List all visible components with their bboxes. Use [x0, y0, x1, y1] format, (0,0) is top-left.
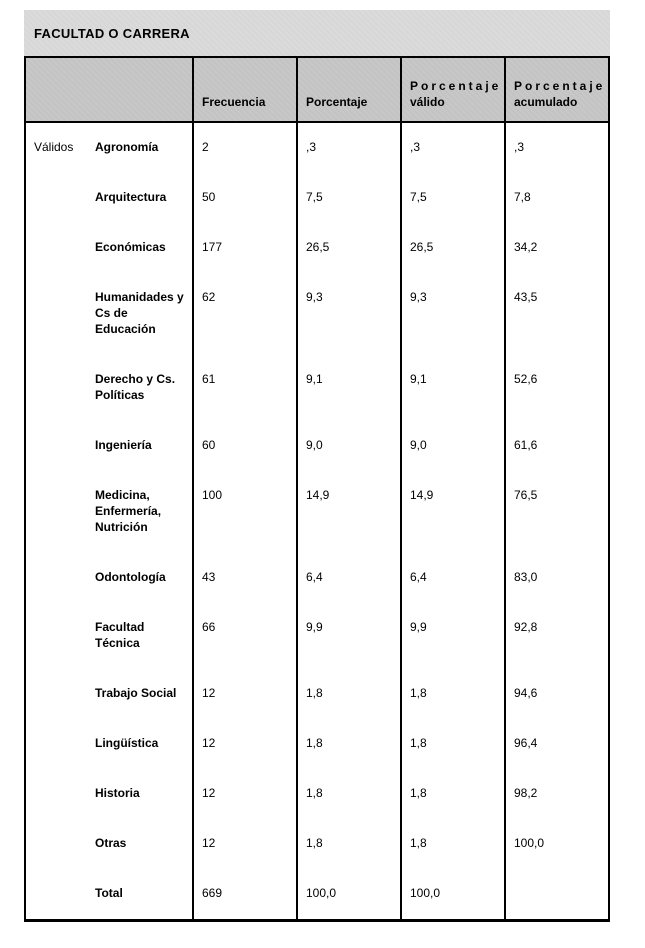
row-category: Medicina, Enfermería, Nutrición [95, 488, 162, 534]
header-frecuencia [193, 57, 297, 122]
row-category: Lingüística [95, 736, 159, 750]
group-label-validos: Válidos [34, 140, 74, 154]
table-row [25, 471, 609, 553]
cell-porcentaje-acumulado: 7,8 [505, 173, 609, 223]
cell-porcentaje-valido: ,3 [401, 122, 505, 173]
table-row [25, 719, 609, 769]
cell-porcentaje-valido: 7,5 [401, 173, 505, 223]
cell-porcentaje: 1,8 [297, 719, 401, 769]
header-row [25, 57, 609, 122]
cell-porcentaje-acumulado: 43,5 [505, 273, 609, 355]
cell-porcentaje-acumulado: ,3 [505, 122, 609, 173]
row-category: Derecho y Cs. Políticas [95, 372, 176, 402]
table-row [25, 669, 609, 719]
cell-porcentaje-acumulado: 52,6 [505, 355, 609, 421]
cell-porcentaje-valido: 9,9 [401, 603, 505, 669]
cell-porcentaje-valido: 9,3 [401, 273, 505, 355]
cell-porcentaje-acumulado: 83,0 [505, 553, 609, 603]
header-porcentaje-valido [401, 57, 505, 122]
cell-porcentaje: 9,0 [297, 421, 401, 471]
cell-porcentaje: ,3 [297, 122, 401, 173]
row-category: Total [95, 886, 123, 900]
table-row [25, 355, 609, 421]
cell-porcentaje-acumulado: 76,5 [505, 471, 609, 553]
header-label-line1: Porcentaje [514, 79, 606, 93]
cell-frecuencia: 12 [193, 669, 297, 719]
row-category: Arquitectura [95, 190, 167, 204]
header-label-line2: válido [410, 95, 445, 109]
cell-porcentaje-valido: 100,0 [401, 869, 505, 921]
cell-porcentaje: 1,8 [297, 769, 401, 819]
cell-frecuencia: 100 [193, 471, 297, 553]
cell-frecuencia: 50 [193, 173, 297, 223]
row-category: Económicas [95, 240, 166, 254]
cell-porcentaje-valido: 1,8 [401, 669, 505, 719]
cell-frecuencia: 669 [193, 869, 297, 921]
cell-porcentaje: 6,4 [297, 553, 401, 603]
table-row [25, 819, 609, 869]
cell-porcentaje-acumulado [505, 869, 609, 921]
cell-frecuencia: 43 [193, 553, 297, 603]
cell-frecuencia: 62 [193, 273, 297, 355]
table-row [25, 603, 609, 669]
cell-porcentaje-valido: 6,4 [401, 553, 505, 603]
cell-porcentaje-valido: 1,8 [401, 819, 505, 869]
row-category: Humanidades y Cs de Educación [95, 290, 184, 336]
cell-porcentaje-acumulado: 34,2 [505, 223, 609, 273]
row-category: Trabajo Social [95, 686, 177, 700]
header-porcentaje-acumulado [505, 57, 609, 122]
table-row [25, 553, 609, 603]
cell-frecuencia: 12 [193, 819, 297, 869]
cell-porcentaje: 7,5 [297, 173, 401, 223]
header-label-line2: acumulado [514, 95, 578, 109]
cell-frecuencia: 61 [193, 355, 297, 421]
header-blank-cell [25, 57, 193, 122]
row-category: Odontología [95, 570, 166, 584]
cell-porcentaje-valido: 9,1 [401, 355, 505, 421]
frequency-table-block [24, 10, 610, 922]
cell-porcentaje: 1,8 [297, 819, 401, 869]
row-category: Ingeniería [95, 438, 152, 452]
table-row-total [25, 869, 609, 921]
cell-porcentaje-acumulado: 92,8 [505, 603, 609, 669]
cell-porcentaje-valido: 9,0 [401, 421, 505, 471]
table-row [25, 223, 609, 273]
cell-porcentaje: 9,1 [297, 355, 401, 421]
cell-porcentaje-valido: 1,8 [401, 719, 505, 769]
cell-frecuencia: 2 [193, 122, 297, 173]
table-row [25, 273, 609, 355]
header-porcentaje [297, 57, 401, 122]
row-category: Facultad Técnica [95, 620, 145, 650]
header-label-line1: Porcentaje [410, 79, 502, 93]
cell-frecuencia: 66 [193, 603, 297, 669]
table-row [25, 421, 609, 471]
cell-porcentaje: 9,3 [297, 273, 401, 355]
cell-porcentaje-valido: 26,5 [401, 223, 505, 273]
header-label: Porcentaje [306, 95, 368, 109]
cell-porcentaje-acumulado: 61,6 [505, 421, 609, 471]
cell-porcentaje: 14,9 [297, 471, 401, 553]
cell-porcentaje: 100,0 [297, 869, 401, 921]
cell-frecuencia: 177 [193, 223, 297, 273]
table-title: FACULTAD O CARRERA [34, 25, 190, 41]
row-category: Historia [95, 786, 140, 800]
cell-frecuencia: 12 [193, 769, 297, 819]
cell-porcentaje-acumulado: 98,2 [505, 769, 609, 819]
cell-porcentaje: 9,9 [297, 603, 401, 669]
table-row [25, 122, 609, 173]
cell-porcentaje: 26,5 [297, 223, 401, 273]
cell-porcentaje-acumulado: 96,4 [505, 719, 609, 769]
frequency-table [24, 56, 610, 922]
table-row [25, 173, 609, 223]
cell-porcentaje-valido: 1,8 [401, 769, 505, 819]
table-title-bar [24, 10, 610, 56]
cell-porcentaje-acumulado: 94,6 [505, 669, 609, 719]
cell-frecuencia: 12 [193, 719, 297, 769]
cell-frecuencia: 60 [193, 421, 297, 471]
header-label: Frecuencia [202, 95, 266, 109]
row-category: Agronomía [95, 140, 159, 154]
cell-porcentaje-valido: 14,9 [401, 471, 505, 553]
cell-porcentaje: 1,8 [297, 669, 401, 719]
cell-porcentaje-acumulado: 100,0 [505, 819, 609, 869]
row-category: Otras [95, 836, 127, 850]
table-row [25, 769, 609, 819]
